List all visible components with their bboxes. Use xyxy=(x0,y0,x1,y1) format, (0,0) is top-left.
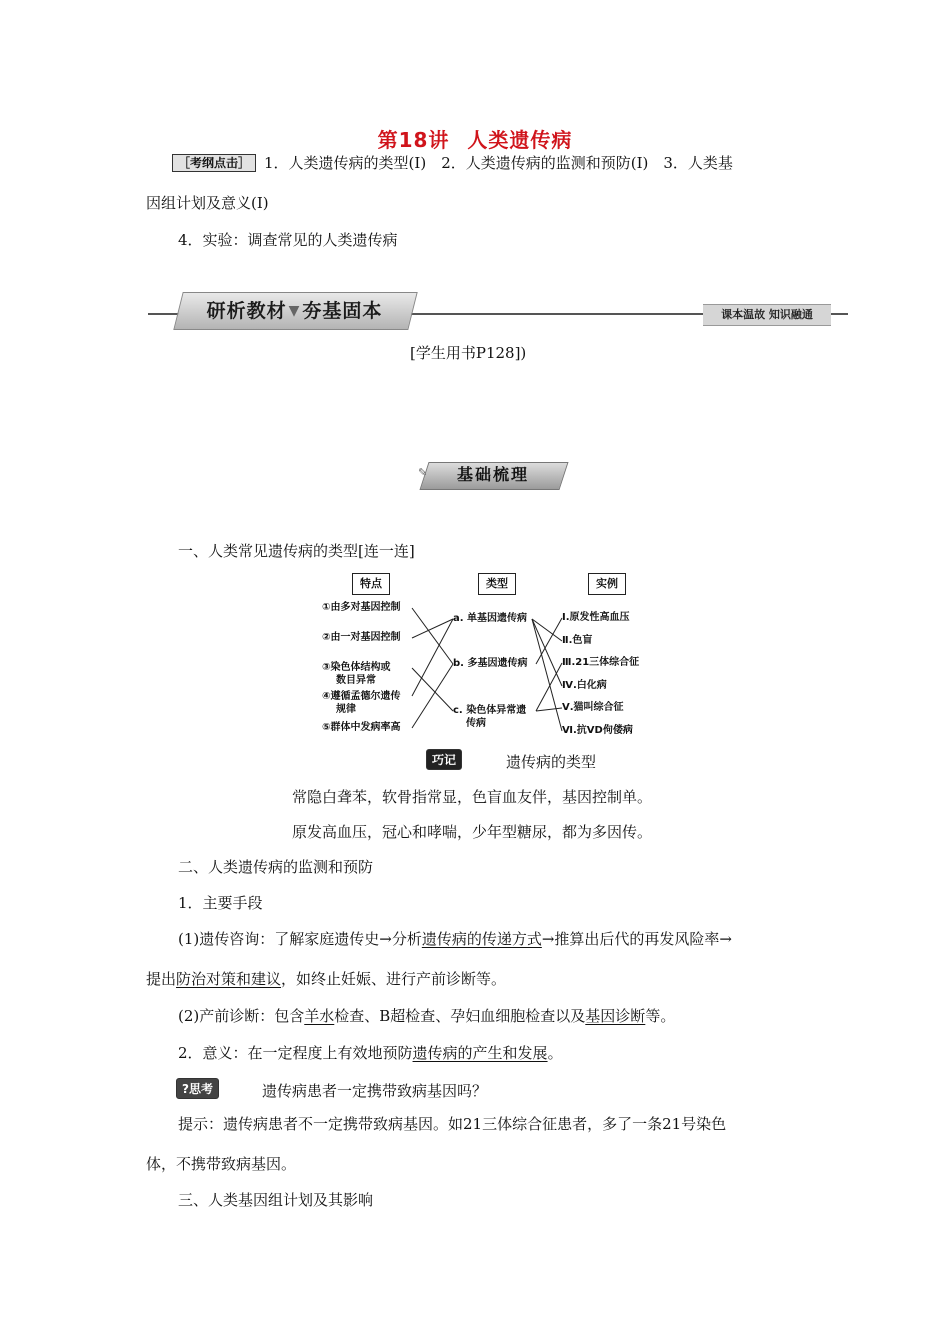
blank-answer: 防治对策和建议 xyxy=(176,970,282,988)
s2-1a-line-2 xyxy=(146,969,506,989)
type-a: a. 单基因遗传病 xyxy=(453,613,528,624)
text: (1)遗传咨询：了解家庭遗传史→分析 xyxy=(178,930,422,948)
link-c-III xyxy=(536,663,562,711)
feature-3-cont: 数目异常 xyxy=(336,675,376,686)
qiaoji-line-1: 常隐白聋苯，软骨指常显，色盲血友伴，基因控制单。 xyxy=(292,788,653,806)
s2-1b-line xyxy=(178,1006,675,1026)
example-4: Ⅳ.白化病 xyxy=(562,680,607,691)
section-banner xyxy=(178,296,411,323)
header-features: 特点 xyxy=(352,573,390,595)
qiaoji-title: 遗传病的类型 xyxy=(506,753,597,771)
link-1-b xyxy=(412,608,453,664)
sikao-question: 遗传病患者一定携带致病基因吗？ xyxy=(262,1082,488,1100)
type-b: b. 多基因遗传病 xyxy=(453,658,528,669)
feature-5: ⑤群体中发病率高 xyxy=(322,722,401,733)
header-types: 类型 xyxy=(478,573,516,595)
section-2-heading: 二、人类遗传病的监测和预防 xyxy=(178,858,374,876)
outline-line-1 xyxy=(172,153,733,173)
section-3-heading: 三、人类基因组计划及其影响 xyxy=(178,1191,374,1209)
link-c-V xyxy=(536,708,562,711)
matching-diagram xyxy=(300,568,660,748)
page-title xyxy=(0,124,950,153)
qiaoji-line-2: 原发高血压，冠心和哮喘，少年型糖尿，都为多因传。 xyxy=(292,823,653,841)
sikao-badge: ?思考 xyxy=(176,1078,219,1099)
s2-item-2 xyxy=(178,1043,563,1063)
sikao-hint-1: 提示：遗传病患者不一定携带致病基因。如21三体综合征患者，多了一条21号染色 xyxy=(178,1115,727,1133)
outline-line-2: 因组计划及意义(Ⅰ) xyxy=(146,194,269,212)
s2-item-1: 1．主要手段 xyxy=(178,894,263,912)
feature-3: ③染色体结构或 xyxy=(322,662,391,673)
s2-1a-line-1 xyxy=(178,929,732,949)
ribbon-decoration-icon: ✎ xyxy=(418,466,428,479)
banner-right-text: 夯基固本 xyxy=(302,300,383,322)
blank-answer: 基因诊断 xyxy=(585,1007,646,1025)
sikao-hint-2: 体，不携带致病基因。 xyxy=(146,1155,297,1173)
text: ，如终止妊娠、进行产前诊断等。 xyxy=(281,970,507,988)
banner-left-text: 研析教材 xyxy=(206,300,287,322)
feature-4: ④遵循孟德尔遗传 xyxy=(322,691,401,702)
blank-answer: 遗传病的产生和发展 xyxy=(412,1044,548,1062)
outline-text-1: 1．人类遗传病的类型(Ⅰ) 2．人类遗传病的监测和预防(Ⅰ) 3．人类基 xyxy=(264,154,733,172)
example-5: Ⅴ.猫叫综合征 xyxy=(562,702,624,713)
example-6: Ⅵ.抗VD佝偻病 xyxy=(562,725,633,736)
link-4-a xyxy=(412,619,453,696)
text: (2)产前诊断：包含 xyxy=(178,1007,305,1025)
lecture-topic: 人类遗传病 xyxy=(467,128,573,152)
text: 等。 xyxy=(645,1007,676,1025)
text: →推算出后代的再发风险率→ xyxy=(541,930,732,948)
example-3: Ⅲ.21三体综合征 xyxy=(562,657,640,668)
text: 检查、B超检查、孕妇血细胞检查以及 xyxy=(334,1007,586,1025)
feature-2: ②由一对基因控制 xyxy=(322,632,401,643)
banner-subtitle: 课本温故 知识融通 xyxy=(703,304,831,326)
feature-1: ①由多对基因控制 xyxy=(322,602,401,613)
outline-line-3: 4．实验：调查常见的人类遗传病 xyxy=(178,231,398,249)
book-reference: [学生用书P128]) xyxy=(410,344,527,362)
triangle-down-icon: ▼ xyxy=(288,303,301,319)
example-1: Ⅰ.原发性高血压 xyxy=(562,612,630,623)
text: 2．意义：在一定程度上有效地预防 xyxy=(178,1044,413,1062)
type-c: c. 染色体异常遗 xyxy=(453,705,527,716)
section-1-heading: 一、人类常见遗传病的类型[连一连] xyxy=(178,542,415,560)
blank-answer: 遗传病的传递方式 xyxy=(421,930,542,948)
outline-tag: ［考纲点击］ xyxy=(172,154,256,172)
type-c-cont: 传病 xyxy=(466,718,486,729)
qiaoji-badge: 巧记 xyxy=(426,749,462,770)
link-5-b xyxy=(412,664,453,728)
ribbon-title: 基础梳理 xyxy=(456,465,529,484)
text: 。 xyxy=(547,1044,563,1062)
link-2-a xyxy=(412,619,453,638)
header-examples: 实例 xyxy=(588,573,626,595)
example-2: Ⅱ.色盲 xyxy=(562,635,593,646)
lecture-number: 第18讲 xyxy=(377,128,450,152)
blank-answer: 羊水 xyxy=(304,1007,335,1025)
feature-4-cont: 规律 xyxy=(336,704,356,715)
text: 提出 xyxy=(146,970,177,988)
